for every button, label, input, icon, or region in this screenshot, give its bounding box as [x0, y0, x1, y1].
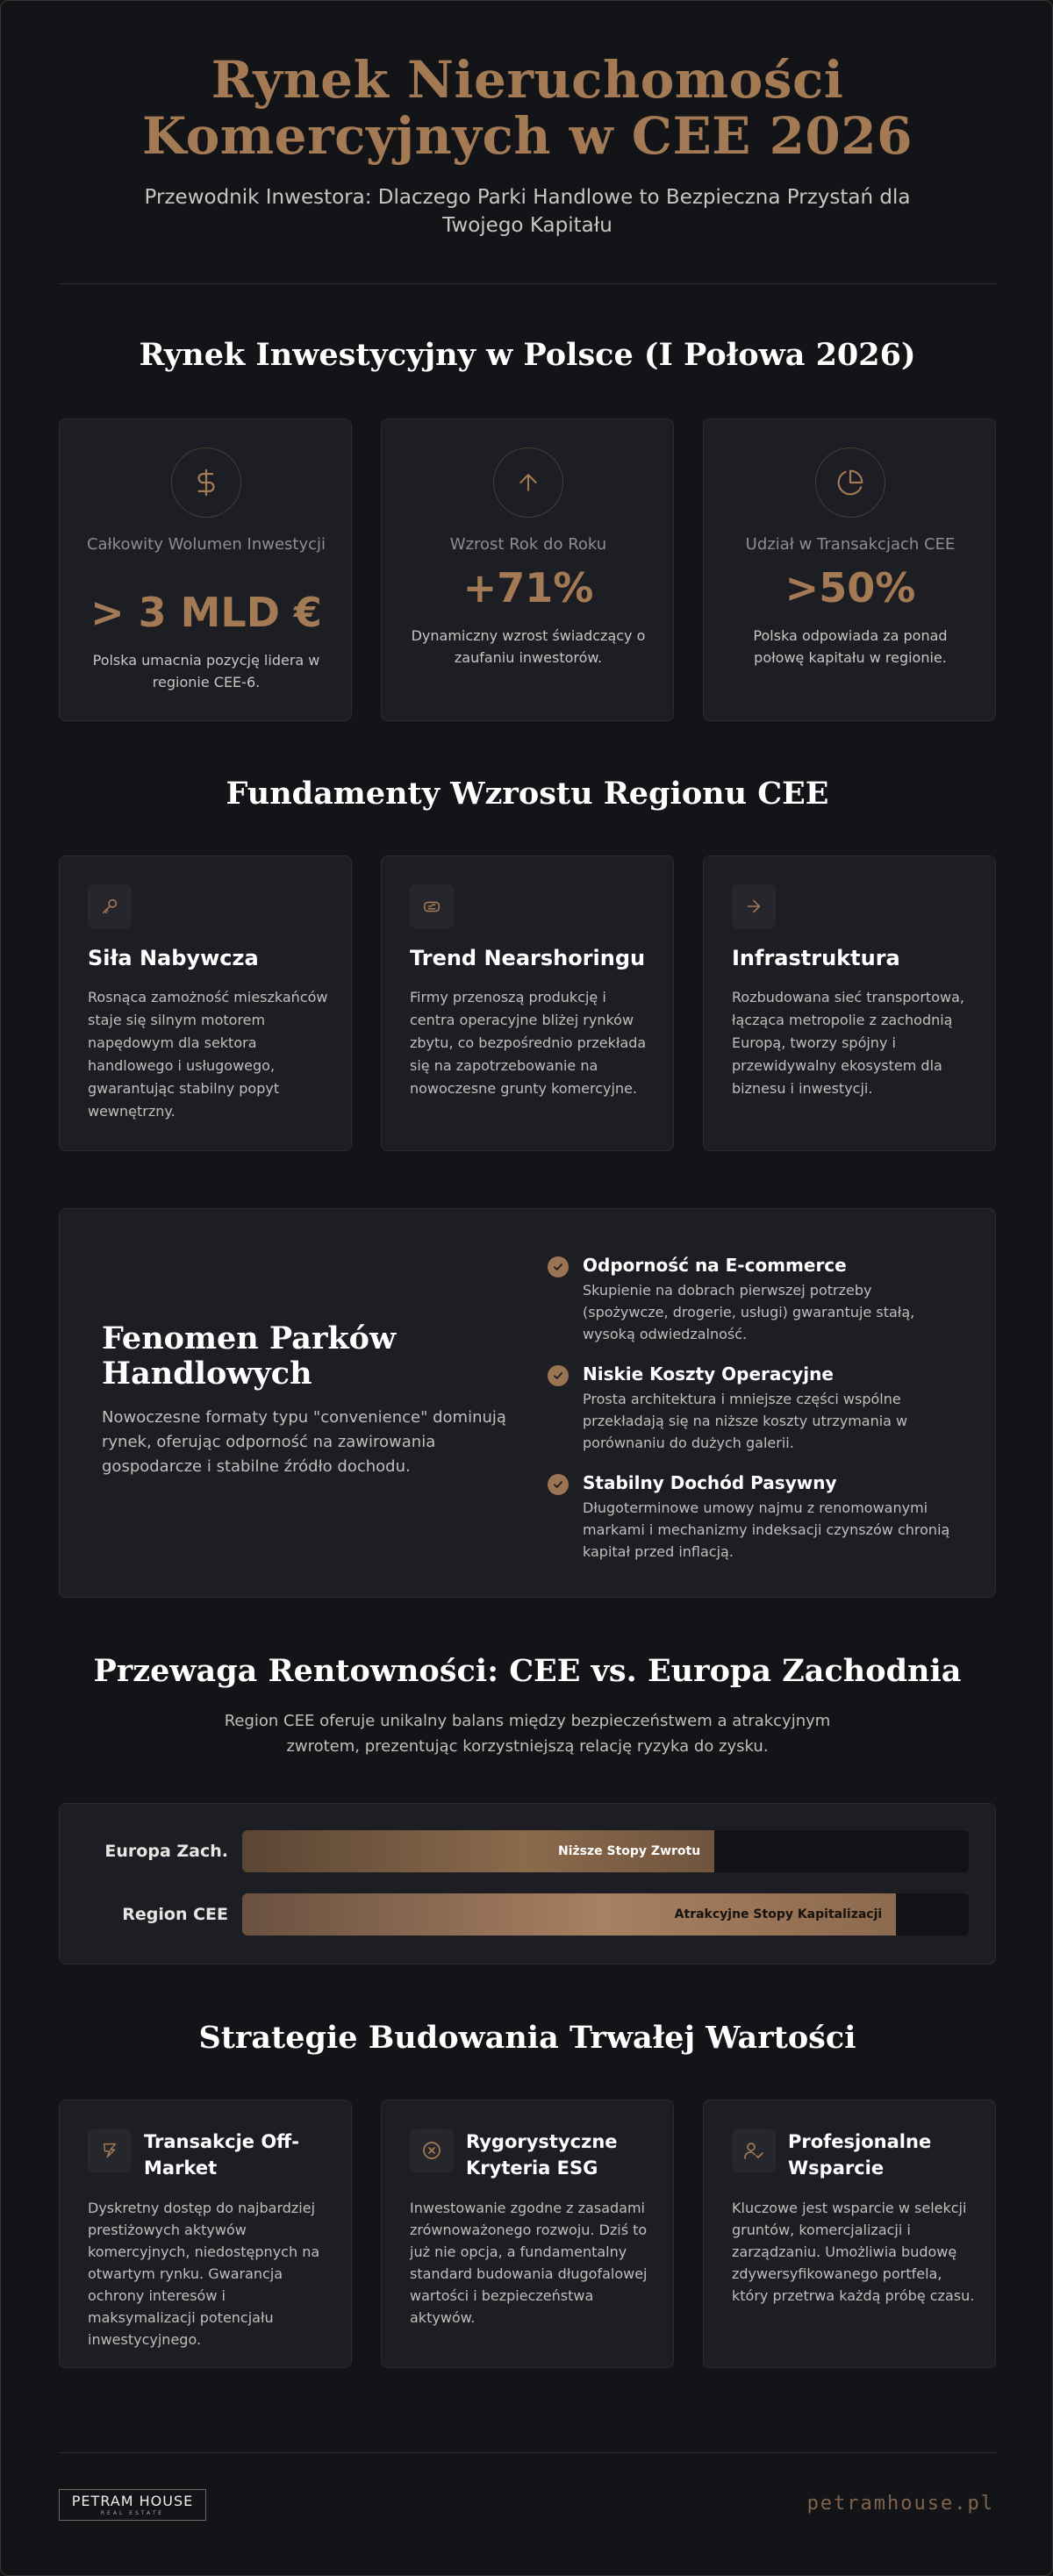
strategy-description: Dyskretny dostęp do najbardziej prestiżowych aktywów komercyjnych, niedostępnych na otwartym rynku. Gwarancja ochrony interesów i maksymalizacji potencjału inwestycyjnego. [88, 2200, 320, 2348]
investment-section-title: Rynek Inwestycyjny w Polsce (I Połowa 2026) [139, 337, 916, 373]
foundation-description: Firmy przenoszą produkcję i centra operacyjne bliżej rynków zbytu, co bezpośrednio przekłada się na zapotrzebowanie na nowoczesne grunty komercyjne. [410, 989, 647, 1097]
strategy-card-esg [381, 2100, 674, 2368]
foundation-description: Rozbudowana sieć transportowa, łącząca metropolie z zachodnią Europą, tworzy spójny i przewidywalny ekosystem dla biznesu i inwestycji. [732, 989, 964, 1097]
header-divider [59, 283, 996, 284]
foundation-title: Infrastruktura [732, 946, 900, 970]
website-link[interactable]: petramhouse.pl [806, 2493, 994, 2515]
bar-fill-west [242, 1830, 714, 1872]
handshake-icon [410, 884, 454, 928]
stat-card-growth [381, 419, 674, 721]
key-icon [88, 884, 132, 928]
feature-description: Prosta architektura i mniejsze części wspólne przekładają się na niższe koszty utrzymania w porównaniu do dużych galerii. [583, 1391, 908, 1451]
check-icon [548, 1256, 569, 1277]
company-logo[interactable] [59, 2489, 206, 2521]
retail-parks-title: Fenomen Parków Handlowych [102, 1320, 397, 1392]
stat-description: Polska odpowiada za ponad połowę kapitału w regionie. [753, 627, 948, 666]
retail-parks-description: Nowoczesne formaty typu "convenience" dominują rynek, oferując odporność na zawirowania gospodarcze i stabilne źródło dochodu. [102, 1408, 506, 1476]
stat-label: Całkowity Wolumen Inwestycji [86, 535, 326, 554]
feature-description: Długoterminowe umowy najmu z renomowanymi markami i mechanizmy indeksacji czynszów chronią kapitał przed inflacją. [583, 1499, 950, 1560]
strategy-description: Kluczowe jest wsparcie w selekcji gruntów, komercjalizacji i zarządzaniu. Umożliwia budowę zdywersyfikowanego portfela, który przetrwa każdą próbę czasu. [732, 2200, 975, 2304]
stat-value: >50% [784, 564, 916, 612]
foundation-title: Siła Nabywcza [88, 946, 259, 970]
bar-label-west: Europa Zach. [104, 1842, 228, 1861]
foundation-card-purchasing-power [59, 855, 352, 1151]
hidden-deal-icon [88, 2129, 132, 2172]
foundations-section-title: Fundamenty Wzrostu Regionu CEE [226, 776, 829, 812]
stat-description: Dynamiczny wzrost świadczący o zaufaniu inwestorów. [411, 627, 646, 666]
stat-value: > 3 MLD € [90, 589, 322, 636]
feature-title: Niskie Koszty Operacyjne [583, 1363, 834, 1385]
stat-description: Polska umacnia pozycję lidera w regionie CEE-6. [92, 652, 320, 691]
bar-fill-cee [242, 1893, 896, 1936]
bar-text-west: Niższe Stopy Zwrotu [557, 1844, 701, 1858]
strategy-title: Transakcje Off-Market [144, 2131, 299, 2179]
retail-parks-section [59, 1208, 996, 1598]
strategies-section-title: Strategie Budowania Trwałej Wartości [198, 2020, 856, 2056]
yield-section-title: Przewaga Rentowności: CEE vs. Europa Zachodnia [93, 1653, 962, 1689]
check-icon [548, 1365, 569, 1386]
strategy-description: Inwestowanie zgodne z zasadami zrównoważonego rozwoju. Dziś to już nie opcja, a fundamentalny standard budowania długofalowej wartości i bezpieczeństwa aktywów. [410, 2200, 648, 2326]
stat-value: +71% [462, 564, 594, 612]
title-line-1: Rynek Nieruchomości [211, 50, 844, 110]
feature-title: Stabilny Dochód Pasywny [583, 1472, 837, 1493]
user-check-icon [732, 2129, 776, 2172]
stat-label: Wzrost Rok do Roku [449, 535, 607, 554]
bar-text-cee: Atrakcyjne Stopy Kapitalizacji [674, 1907, 883, 1921]
page-subtitle: Przewodnik Inwestora: Dlaczego Parki Handlowe to Bezpieczna Przystań dla Twojego Kapitału [144, 186, 911, 237]
dollar-icon [171, 447, 241, 518]
bar-track-west [242, 1830, 969, 1872]
logo-tagline: REAL ESTATE [100, 2510, 165, 2516]
bar-label-cee: Region CEE [122, 1905, 228, 1924]
arrow-right-icon [732, 884, 776, 928]
strategy-card-off-market [59, 2100, 352, 2368]
esg-circle-icon [410, 2129, 454, 2172]
title-line-2: Komercyjnych w CEE 2026 [141, 106, 913, 166]
feature-title: Odporność na E-commerce [583, 1255, 847, 1276]
yield-subtitle: Region CEE oferuje unikalny balans między bezpieczeństwem a atrakcyjnym zwrotem, prezentując korzystniejszą relację ryzyka do zysku. [224, 1712, 831, 1756]
stat-card-volume [59, 419, 352, 721]
arrow-up-icon [493, 447, 563, 518]
strategy-title: Profesjonalne Wsparcie [788, 2131, 932, 2179]
strategy-title: Rygorystyczne Kryteria ESG [466, 2131, 618, 2179]
check-icon [548, 1474, 569, 1495]
foundation-card-infrastructure [703, 855, 996, 1151]
page-title [1, 52, 1053, 164]
foundation-title: Trend Nearshoringu [410, 946, 646, 970]
yield-comparison-chart [59, 1803, 996, 1964]
pie-chart-icon [815, 447, 885, 518]
foundation-description: Rosnąca zamożność mieszkańców staje się silnym motorem napędowym dla sektora handlowego i usługowego, gwarantując stabilny popyt wewnętrzny. [88, 989, 328, 1120]
stat-label: Udział w Transakcjach CEE [745, 535, 956, 554]
strategy-card-support [703, 2100, 996, 2368]
foundation-card-nearshoring [381, 855, 674, 1151]
bar-track-cee [242, 1893, 969, 1936]
feature-description: Skupienie na dobrach pierwszej potrzeby (spożywcze, drogerie, usługi) gwarantuje stałą, wysoką odwiedzalność. [583, 1282, 915, 1342]
logo-name: PETRAM HOUSE [71, 2493, 194, 2509]
stat-card-share [703, 419, 996, 721]
footer-divider [59, 2452, 996, 2453]
